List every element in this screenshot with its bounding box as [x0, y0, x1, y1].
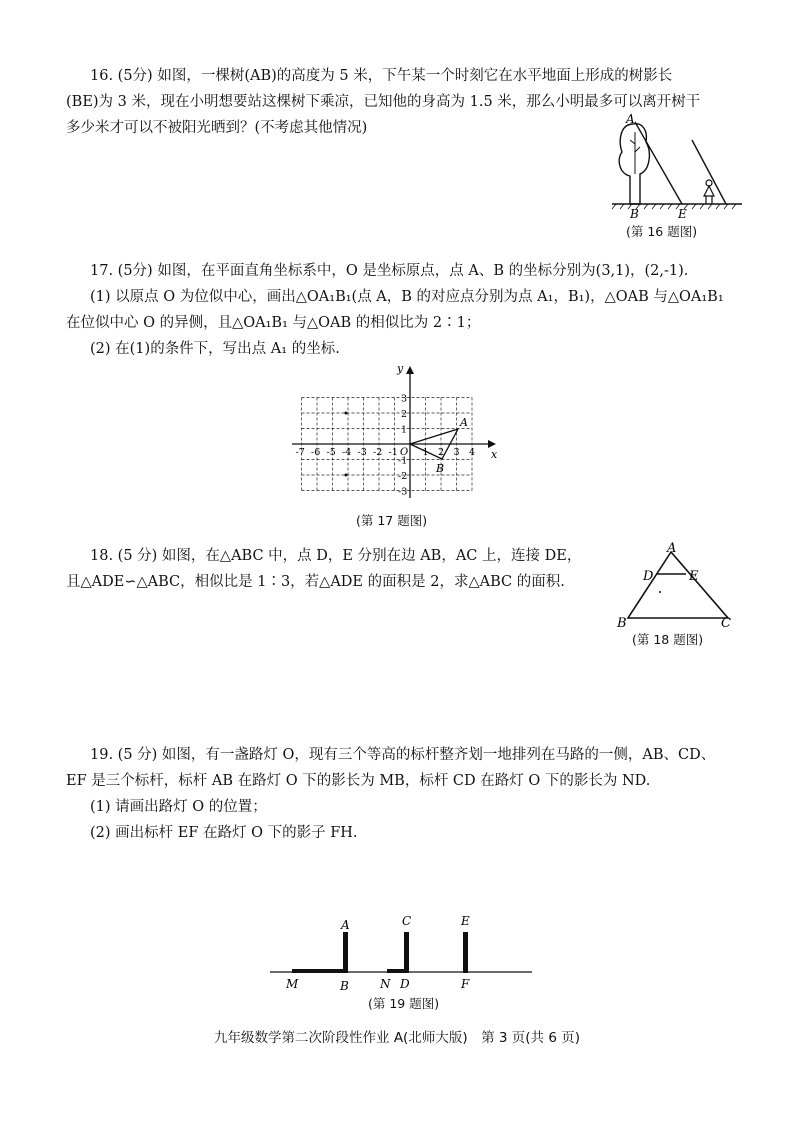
q19-line-1: 19. (5 分) 如图，有一盏路灯 O，现有三个等高的标杆整齐划一地排列在马路的一侧，AB、CD、 — [90, 747, 716, 763]
q16-line-2: (BE)为 3 米，现在小明想要站这棵树下乘凉，已知他的身高为 1.5 米，那么小明最多可以离开树干 — [66, 94, 701, 110]
q17-line-2: (1) 以原点 O 为位似中心，画出△OA₁B₁(点 A，B 的对应点分别为点 A₁，B₁)，△OAB 与△OA₁B₁ — [90, 289, 724, 305]
q16-caption: (第 16 题图) — [626, 224, 698, 239]
triangle-abc — [628, 552, 728, 618]
q19-line-3: (1) 请画出路灯 O 的位置； — [90, 799, 267, 815]
grid-dot — [345, 474, 348, 477]
pole-cd — [404, 932, 409, 973]
q17-line-3: 在位似中心 O 的异侧，且△OA₁B₁ 与△OAB 的相似比为 2∶1； — [66, 315, 481, 331]
x-tick-label: -7 — [295, 447, 305, 458]
y-tick-label: -1 — [398, 455, 408, 467]
label-a: A — [341, 918, 350, 932]
label-c: C — [721, 616, 731, 631]
x-tick-label: -2 — [373, 447, 383, 458]
question-17 — [66, 258, 746, 362]
shadow-mb — [292, 969, 344, 973]
q17-line-4: (2) 在(1)的条件下，写出点 A₁ 的坐标. — [90, 341, 340, 357]
page-footer: 九年级数学第二次阶段性作业 A(北师大版) 第 3 页(共 6 页) — [214, 1030, 580, 1046]
y-tick-label: -2 — [398, 471, 408, 482]
label-c: C — [402, 914, 412, 928]
x-tick-label: 2 — [438, 447, 445, 458]
q18-line-2: 且△ADE∽△ABC，相似比是 1∶3，若△ADE 的面积是 2，求△ABC 的面积. — [66, 574, 565, 590]
label-d: D — [643, 569, 654, 584]
label-f: F — [461, 977, 470, 991]
q16-line-1: 16. (5分) 如图，一棵树(AB)的高度为 5 米，下午某一个时刻它在水平地面上形成的树影长 — [90, 68, 673, 84]
person-icon — [704, 180, 714, 204]
x-axis-arrow — [488, 440, 496, 448]
triangle-abc-figure — [612, 540, 742, 632]
dot-mark — [659, 591, 661, 593]
q19-line-4: (2) 画出标杆 EF 在路灯 O 下的影子 FH. — [90, 825, 358, 841]
origin-label: O — [400, 447, 409, 458]
question-18 — [66, 543, 626, 595]
x-tick-label: 1 — [422, 447, 429, 458]
question-19 — [66, 742, 756, 846]
y-tick-label: 3 — [401, 393, 408, 405]
q17-caption: (第 17 题图) — [356, 513, 428, 528]
label-e: E — [678, 207, 687, 221]
label-m: M — [286, 977, 299, 991]
q18-line-1: 18. (5 分) 如图，在△ABC 中，点 D，E 分别在边 AB，AC 上，连接 DE， — [90, 548, 582, 564]
q18-caption: (第 18 题图) — [632, 632, 704, 647]
sun-ray-ae — [635, 122, 682, 204]
point-b-label: B — [436, 462, 445, 475]
tree-shadow-figure — [600, 112, 750, 222]
sun-ray-person — [692, 140, 726, 204]
point-a-label: A — [460, 416, 468, 429]
y-tick-label: -3 — [398, 486, 408, 498]
pole-ef — [463, 932, 468, 973]
y-tick-label: 2 — [401, 409, 408, 420]
label-b: B — [617, 616, 627, 631]
x-tick-label: 4 — [469, 447, 476, 458]
tree-icon — [619, 124, 649, 204]
x-axis-label: x — [491, 448, 498, 461]
q19-line-2: EF 是三个标杆，标杆 AB 在路灯 O 下的影长为 MB，标杆 CD 在路灯 O 下的影长为 ND. — [66, 773, 651, 789]
label-b: B — [340, 979, 349, 993]
street-poles-figure — [266, 910, 536, 994]
x-tick-label: 3 — [453, 447, 460, 458]
pole-ab — [343, 932, 348, 973]
y-axis-label: y — [397, 362, 404, 375]
label-e: E — [461, 914, 470, 928]
label-n: N — [380, 977, 391, 991]
x-tick-label: -1 — [388, 447, 398, 458]
label-a: A — [626, 112, 635, 126]
y-tick-labels — [398, 394, 407, 498]
q16-line-3: 多少米才可以不被阳光晒到？(不考虑其他情况) — [66, 120, 368, 136]
q19-caption: (第 19 题图) — [368, 996, 440, 1011]
coordinate-grid-figure — [286, 358, 506, 506]
label-a: A — [667, 541, 677, 556]
grid-dot — [345, 412, 348, 415]
x-tick-label: -3 — [357, 447, 367, 458]
y-axis-arrow — [406, 366, 414, 374]
q17-line-1: 17. (5分) 如图，在平面直角坐标系中，O 是坐标原点，点 A、B 的坐标分别为(3,1)，(2,-1). — [90, 263, 689, 279]
x-tick-label: -4 — [342, 447, 352, 458]
x-tick-label: -5 — [326, 447, 336, 458]
x-tick-label: -6 — [311, 447, 321, 458]
label-e: E — [689, 569, 699, 584]
y-tick-label: 1 — [401, 424, 408, 436]
label-d: D — [400, 977, 410, 991]
label-b: B — [630, 207, 639, 221]
